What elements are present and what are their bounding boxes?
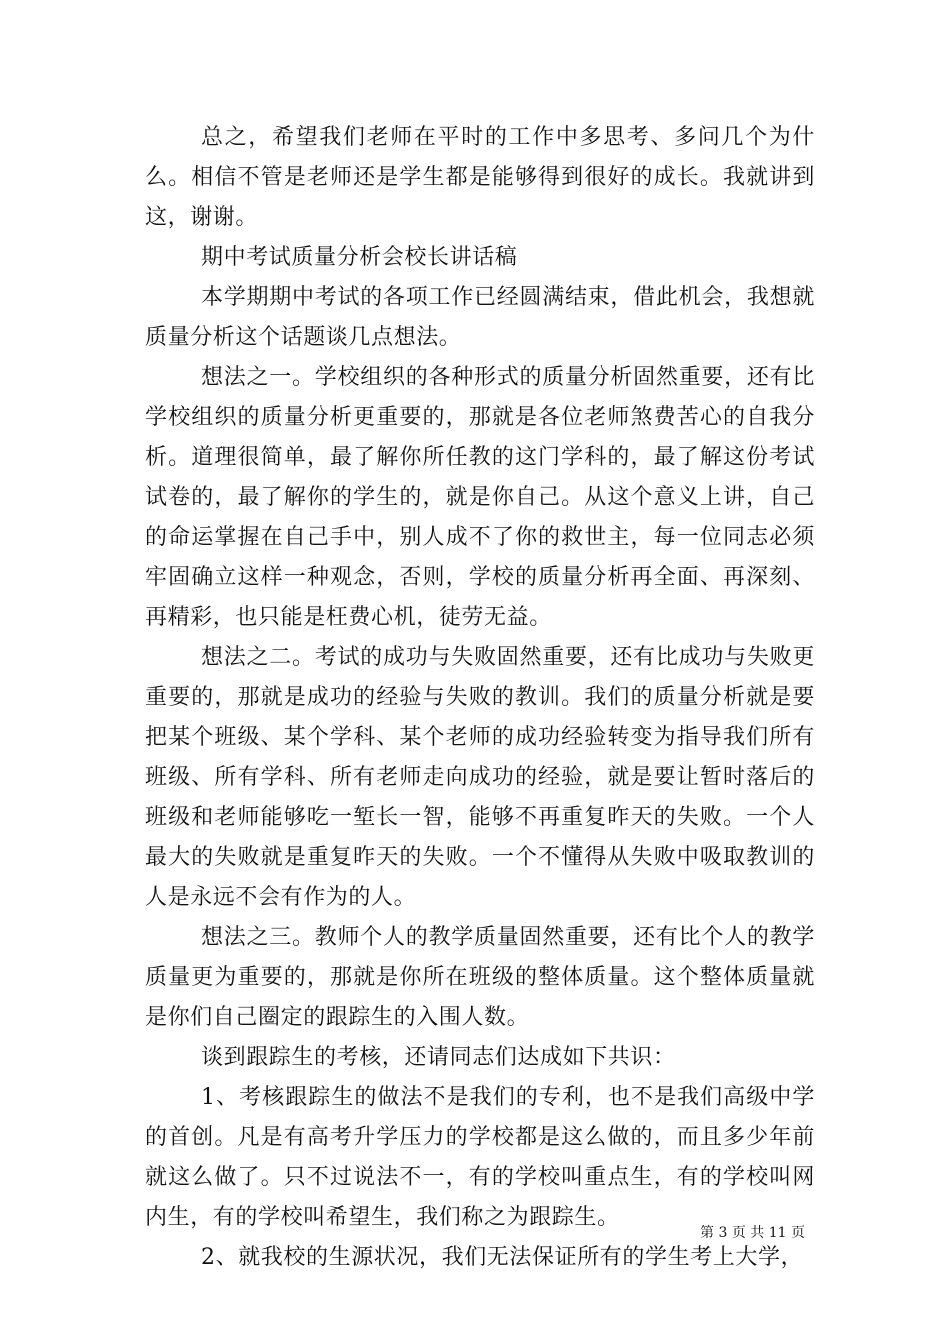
paragraph-idea-two: 想法之二。考试的成功与失败固然重要，还有比成功与失败更重要的，那就是成功的经验与失败的教训。我们的质量分析就是要把某个班级、某个学科、某个老师的成功经验转变为指导我们所有班级、所有学科、所有老师走向成功的经验，就是要让暂时落后的班级和老师能够吃一堑长一智，能够不再重复昨天的失败。一个人最大的失败就是重复昨天的失败。一个不懂得从失败中吸取教训的人是永远不会有作为的人。 [145, 645, 815, 910]
document-body [145, 118, 815, 1278]
paragraph-point-two: 2、就我校的生源状况，我们无法保证所有的学生考上大学， [201, 1245, 804, 1270]
paragraph-consensus-intro: 谈到跟踪生的考核，还请同志们达成如下共识： [201, 1045, 676, 1070]
speech-title: 期中考试质量分析会校长讲话稿 [201, 245, 518, 270]
paragraph-closing-remarks: 总之，希望我们老师在平时的工作中多思考、多问几个为什么。相信不管是老师还是学生都是能够得到很好的成长。我就讲到这，谢谢。 [145, 125, 815, 230]
paragraph-intro: 本学期期中考试的各项工作已经圆满结束，借此机会，我想就质量分析这个话题谈几点想法。 [145, 285, 815, 350]
paragraph-idea-three: 想法之三。教师个人的教学质量固然重要，还有比个人的教学质量更为重要的，那就是你所在班级的整体质量。这个整体质量就是你们自己圈定的跟踪生的入围人数。 [145, 925, 815, 1030]
paragraph-point-one: 1、考核跟踪生的做法不是我们的专利，也不是我们高级中学的首创。凡是有高考升学压力的学校都是这么做的，而且多少年前就这么做了。只不过说法不一，有的学校叫重点生，有的学校叫网内生，有的学校叫希望生，我们称之为跟踪生。 [145, 1085, 815, 1230]
paragraph-idea-one: 想法之一。学校组织的各种形式的质量分析固然重要，还有比学校组织的质量分析更重要的，那就是各位老师煞费苦心的自我分析。道理很简单，最了解你所任教的这门学科的，最了解这份考试试卷的，最了解你的学生的，就是你自己。从这个意义上讲，自己的命运掌握在自己手中，别人成不了你的救世主，每一位同志必须牢固确立这样一种观念，否则，学校的质量分析再全面、再深刻、再精彩，也只能是枉费心机，徒劳无益。 [145, 365, 815, 630]
page-number-footer: 第 3 页 共 11 页 [700, 1225, 805, 1241]
